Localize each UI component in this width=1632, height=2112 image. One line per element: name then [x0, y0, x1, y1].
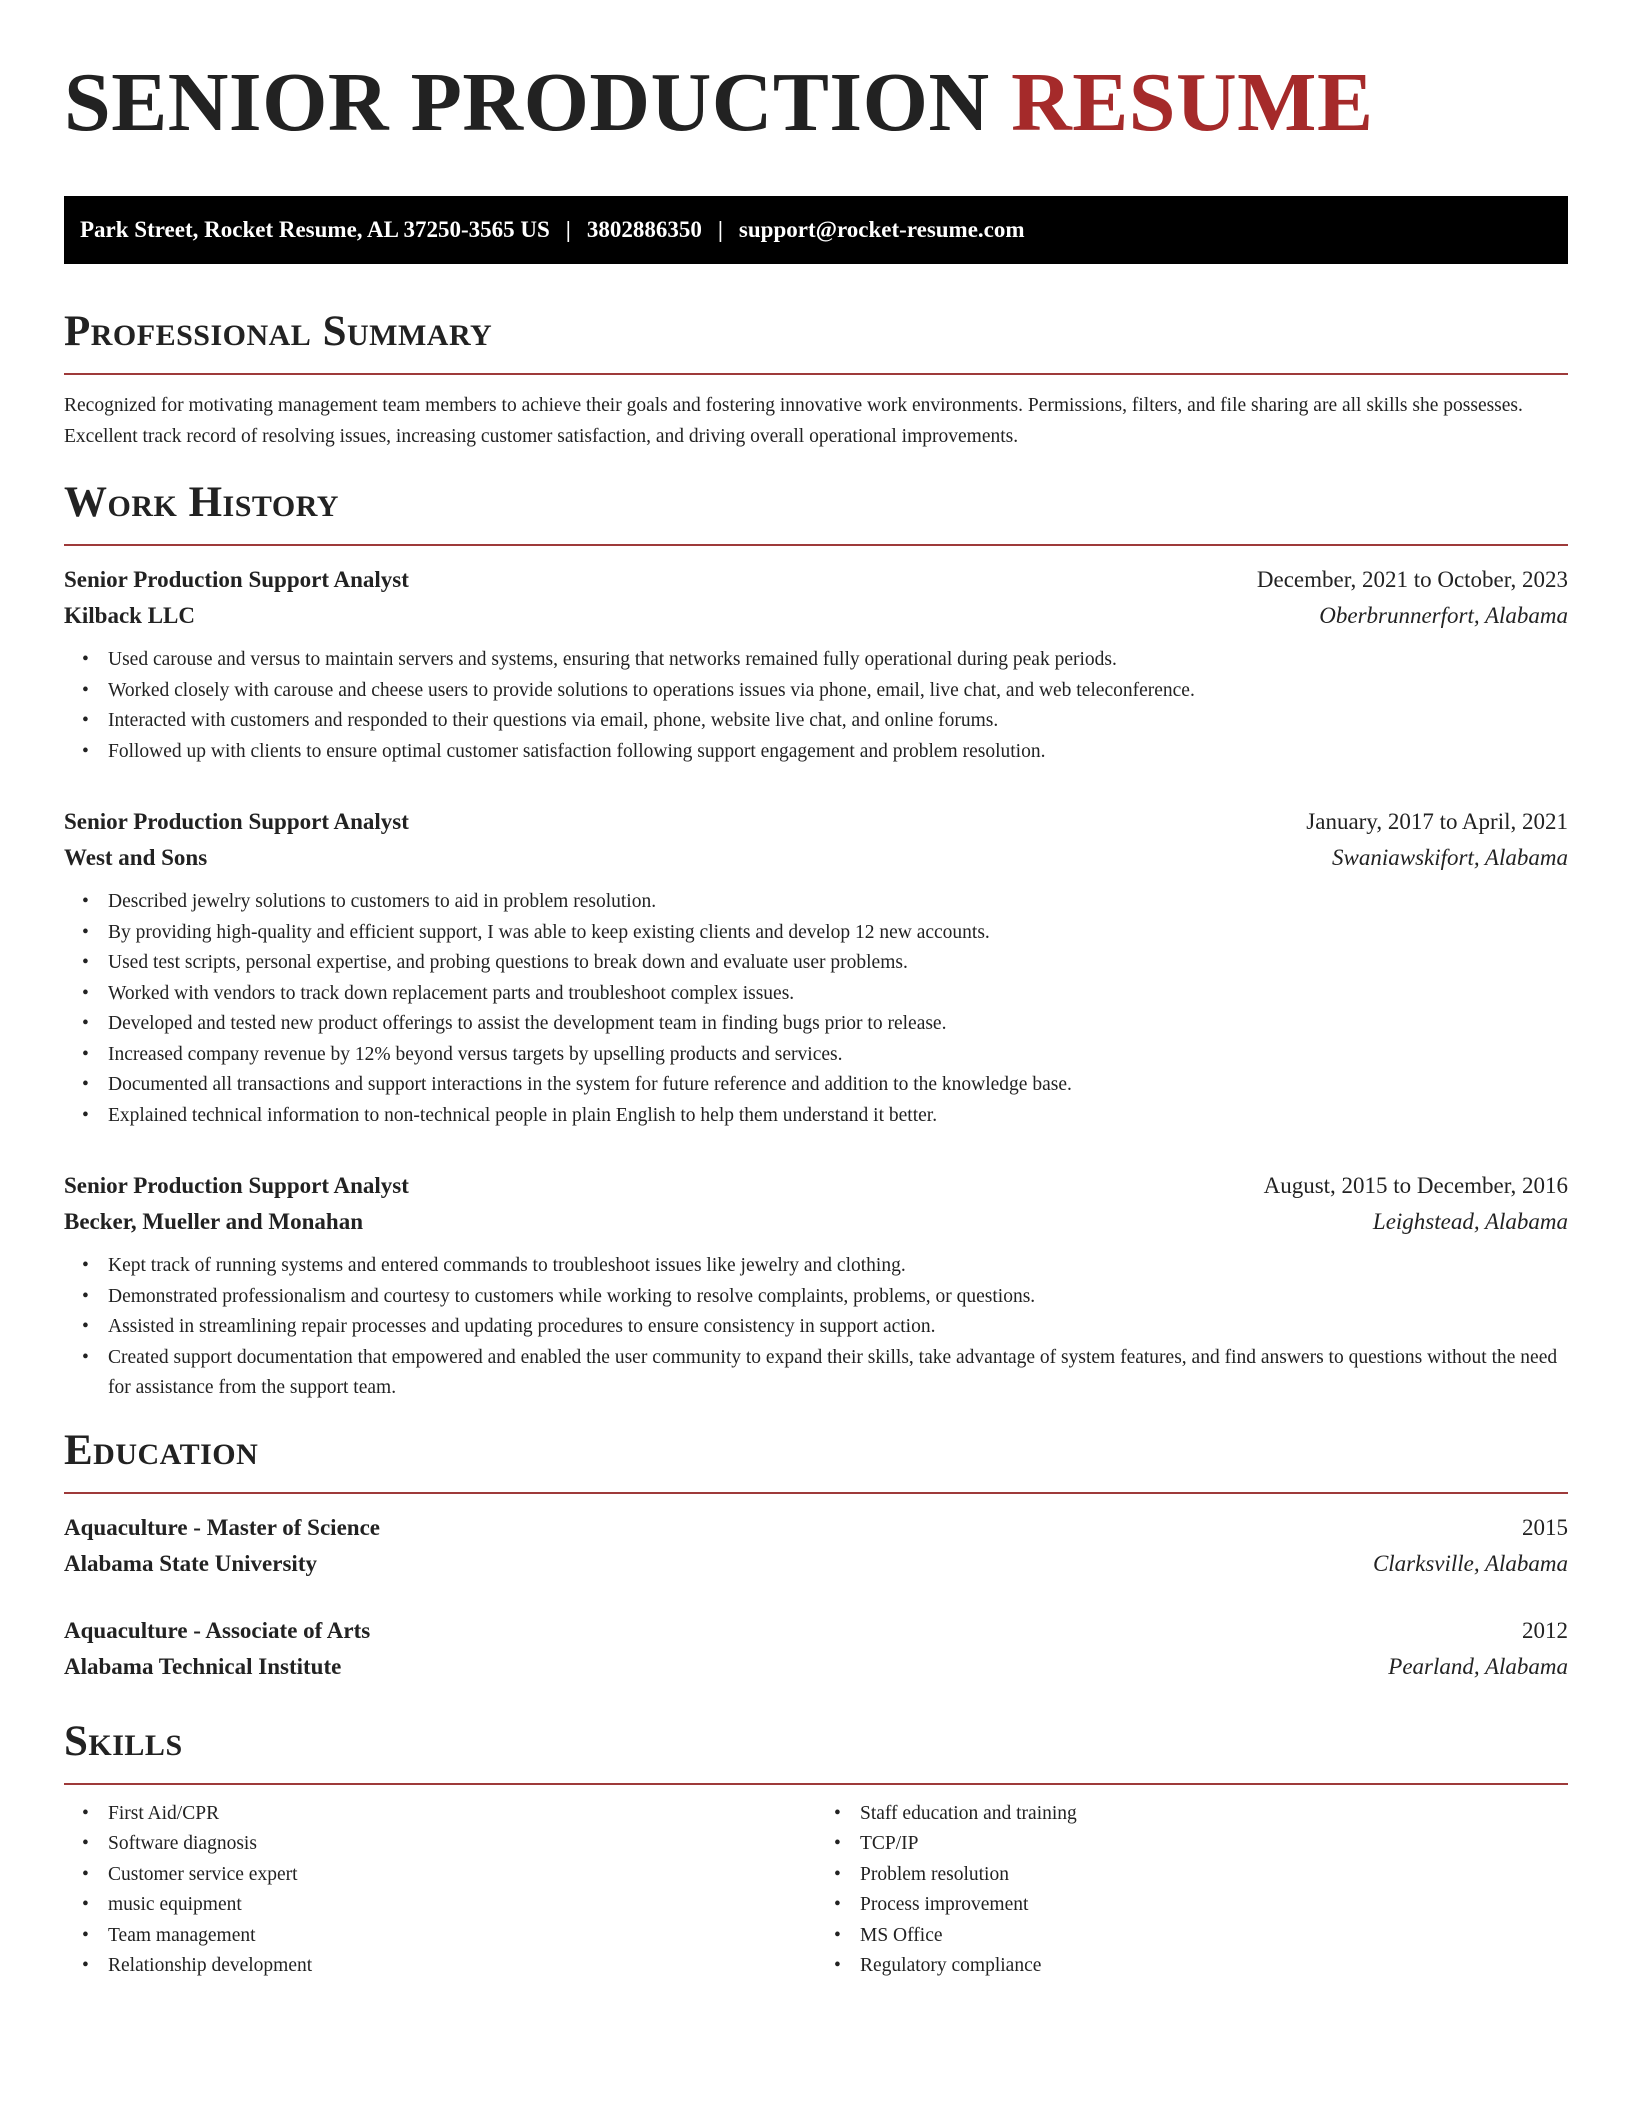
- job-company: Kilback LLC: [64, 603, 196, 628]
- education-school: Alabama State University: [64, 1550, 317, 1576]
- education-school: Alabama Technical Institute: [64, 1653, 342, 1679]
- summary-section: [64, 307, 1568, 452]
- job-bullet-list: [64, 1251, 1568, 1404]
- job-location: Leighstead, Alabama: [1372, 1209, 1568, 1234]
- job-bullet: • Demonstrated professionalism and courtesy to customers while working to resolve complaints, problems, or questions.: [108, 1282, 1568, 1313]
- summary-heading: Professional Summary: [64, 308, 493, 355]
- job-title: Senior Production Support Analyst: [64, 567, 409, 592]
- contact-email: support@rocket-resume.com: [738, 217, 1025, 242]
- skill-item: • TCP/IP: [860, 1829, 1568, 1860]
- skill-item: • MS Office: [860, 1921, 1568, 1952]
- skills-grid: [64, 1799, 1568, 1982]
- education-degree: Aquaculture - Master of Science: [64, 1514, 380, 1540]
- job-bullet: • Interacted with customers and responded to their questions via email, phone, website live chat, and online forums.: [108, 706, 1568, 737]
- education-school-row: [64, 1649, 1568, 1685]
- job-bullet-list: [64, 887, 1568, 1131]
- job-company-row: [64, 840, 1568, 876]
- job-company: West and Sons: [64, 845, 208, 870]
- job-bullet: • Documented all transactions and support interactions in the system for future reference and addition to the knowledge base.: [108, 1070, 1568, 1101]
- work-history-section: [64, 478, 1568, 1404]
- job-title: Senior Production Support Analyst: [64, 809, 409, 834]
- contact-phone: 3802886350: [586, 217, 702, 242]
- job-bullet: • Worked with vendors to track down replacement parts and troubleshoot complex issues.: [108, 979, 1568, 1010]
- skills-heading: Skills: [64, 1717, 183, 1765]
- education-year: 2012: [1522, 1617, 1568, 1643]
- contact-address: Park Street, Rocket Resume, AL 37250-3565 US: [80, 217, 550, 242]
- section-divider: [64, 544, 1568, 546]
- job-bullet: • Kept track of running systems and entered commands to troubleshoot issues like jewelry and clothing.: [108, 1251, 1568, 1282]
- skill-item: • Customer service expert: [108, 1860, 816, 1891]
- skill-item: • Relationship development: [108, 1951, 816, 1982]
- summary-text: Recognized for motivating management team members to achieve their goals and fostering innovative work environments. Permissions, filters, and file sharing are all skills she possesses. Excellent track record of resolving issues, increasing customer satisfaction, and driving overall operational improvements.: [64, 395, 1523, 447]
- job-location: Swaniawskifort, Alabama: [1332, 845, 1568, 870]
- education-location: Pearland, Alabama: [1388, 1653, 1568, 1679]
- job-entry: [64, 562, 1568, 767]
- skill-item: • Staff education and training: [860, 1799, 1568, 1830]
- skill-item: • music equipment: [108, 1890, 816, 1921]
- job-title: Senior Production Support Analyst: [64, 1173, 409, 1198]
- job-bullet: • Assisted in streamlining repair processes and updating procedures to ensure consistency in support action.: [108, 1312, 1568, 1343]
- section-divider: [64, 1783, 1568, 1785]
- section-divider: [64, 373, 1568, 375]
- skills-section: [64, 1717, 1568, 1982]
- page-title: [64, 52, 1568, 154]
- job-bullet: • Increased company revenue by 12% beyond versus targets by upselling products and services.: [108, 1040, 1568, 1071]
- job-company-row: [64, 598, 1568, 634]
- job-bullet-list: [64, 645, 1568, 767]
- title-main: SENIOR PRODUCTION: [64, 56, 990, 149]
- title-accent: RESUME: [1011, 56, 1374, 149]
- job-entry: [64, 804, 1568, 1131]
- job-header-row: [64, 804, 1568, 840]
- work-history-heading: Work History: [64, 479, 339, 526]
- job-bullet: • Developed and tested new product offerings to assist the development team in finding bugs prior to release.: [108, 1009, 1568, 1040]
- job-company: Becker, Mueller and Monahan: [64, 1209, 364, 1234]
- job-dates: December, 2021 to October, 2023: [1256, 567, 1568, 592]
- job-header-row: [64, 562, 1568, 598]
- education-entry: [64, 1613, 1568, 1685]
- education-location: Clarksville, Alabama: [1372, 1550, 1568, 1576]
- job-bullet: • Followed up with clients to ensure optimal customer satisfaction following support engagement and problem resolution.: [108, 737, 1568, 768]
- job-bullet: • By providing high-quality and efficient support, I was able to keep existing clients and develop 12 new accounts.: [108, 918, 1568, 949]
- job-header-row: [64, 1168, 1568, 1204]
- education-degree: Aquaculture - Associate of Arts: [64, 1617, 371, 1643]
- skill-item: • First Aid/CPR: [108, 1799, 816, 1830]
- job-dates: August, 2015 to December, 2016: [1263, 1173, 1568, 1198]
- skill-item: • Team management: [108, 1921, 816, 1952]
- job-dates: January, 2017 to April, 2021: [1306, 809, 1568, 834]
- skill-item: • Process improvement: [860, 1890, 1568, 1921]
- education-school-row: [64, 1546, 1568, 1582]
- job-bullet: • Created support documentation that empowered and enabled the user community to expand their skills, take advantage of system features, and find answers to questions without the need for assistance from the support team.: [108, 1343, 1568, 1404]
- skill-item: • Regulatory compliance: [860, 1951, 1568, 1982]
- skills-list-right: [816, 1799, 1568, 1982]
- job-bullet: • Described jewelry solutions to customers to aid in problem resolution.: [108, 887, 1568, 918]
- skill-item: • Software diagnosis: [108, 1829, 816, 1860]
- job-company-row: [64, 1204, 1568, 1240]
- job-bullet: • Used test scripts, personal expertise, and probing questions to break down and evaluate user problems.: [108, 948, 1568, 979]
- education-heading: Education: [64, 1426, 259, 1474]
- contact-separator: |: [565, 217, 571, 242]
- job-bullet: • Explained technical information to non-technical people in plain English to help them understand it better.: [108, 1101, 1568, 1132]
- section-divider: [64, 1492, 1568, 1494]
- contact-separator: |: [717, 217, 723, 242]
- education-header-row: [64, 1510, 1568, 1546]
- education-header-row: [64, 1613, 1568, 1649]
- job-location: Oberbrunnerfort, Alabama: [1319, 603, 1568, 628]
- contact-bar: [64, 196, 1568, 264]
- education-section: [64, 1426, 1568, 1685]
- job-entry: [64, 1168, 1568, 1404]
- education-year: 2015: [1522, 1514, 1568, 1540]
- job-bullet: • Used carouse and versus to maintain servers and systems, ensuring that networks remained fully operational during peak periods.: [108, 645, 1568, 676]
- skill-item: • Problem resolution: [860, 1860, 1568, 1891]
- job-bullet: • Worked closely with carouse and cheese users to provide solutions to operations issues via phone, email, live chat, and web teleconference.: [108, 676, 1568, 707]
- skills-list-left: [64, 1799, 816, 1982]
- education-entry: [64, 1510, 1568, 1582]
